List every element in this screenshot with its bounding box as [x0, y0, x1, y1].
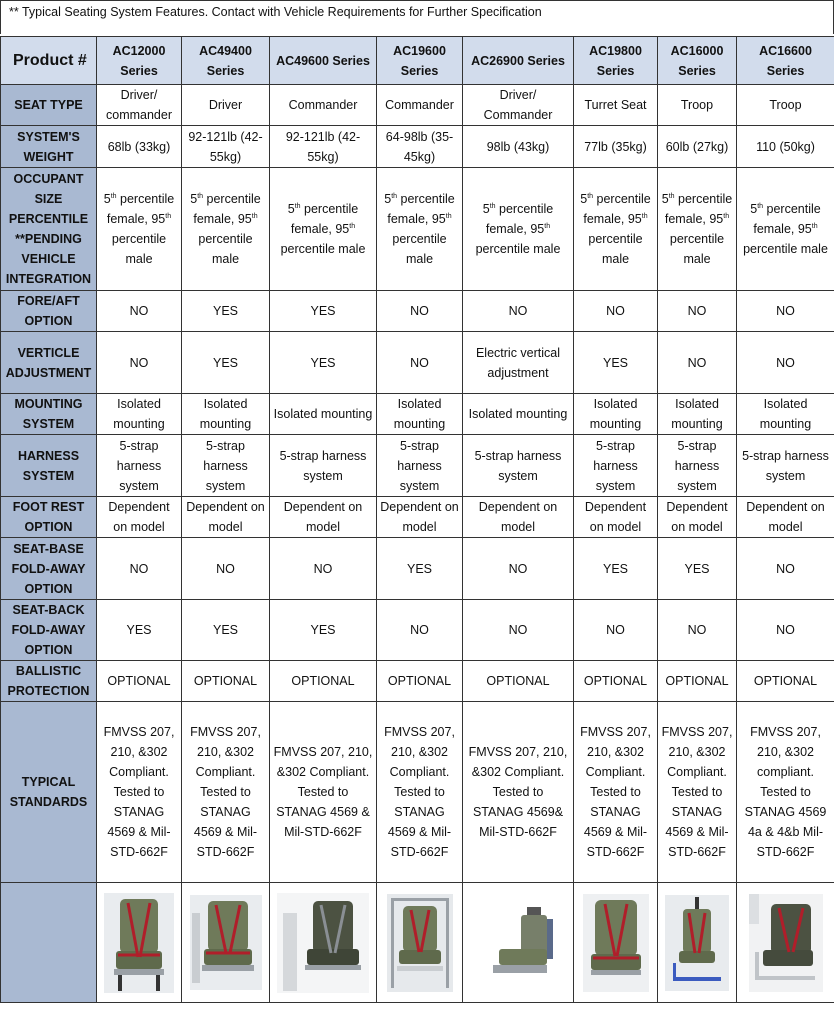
- table-cell: Troop: [737, 85, 834, 126]
- table-cell: NO: [377, 291, 463, 332]
- table-cell: NO: [270, 538, 377, 600]
- row-seat-base-fold: [1, 538, 834, 600]
- table-cell: Electric vertical adjustment: [463, 332, 574, 394]
- table-cell: YES: [182, 600, 270, 661]
- column-header: AC26900 Series: [463, 37, 574, 85]
- seat-photo: [104, 893, 174, 993]
- table-cell: FMVSS 207, 210, &302 Compliant. Tested to STANAG 4569 & Mil-STD-662F: [377, 702, 463, 883]
- row-label: MOUNTING SYSTEM: [1, 394, 97, 435]
- table-cell: NO: [463, 538, 574, 600]
- row-photos: [1, 883, 834, 1003]
- row-label: SYSTEM'S WEIGHT: [1, 126, 97, 168]
- seat-photo-cell: [574, 883, 658, 1003]
- seat-photo-cell: [737, 883, 834, 1003]
- seat-photo: [749, 894, 823, 992]
- occupant-cell: 5th percentile female, 95th percentile male: [737, 168, 834, 291]
- table-cell: 92-121lb (42-55kg): [270, 126, 377, 168]
- seat-photo-cell: [97, 883, 182, 1003]
- row-foot-rest: [1, 497, 834, 538]
- table-cell: 68lb (33kg): [97, 126, 182, 168]
- seat-photo-cell: [270, 883, 377, 1003]
- table-cell: OPTIONAL: [737, 661, 834, 702]
- seat-photo-cell: [182, 883, 270, 1003]
- table-cell: OPTIONAL: [463, 661, 574, 702]
- row-label: FOOT REST OPTION: [1, 497, 97, 538]
- table-cell: Dependent on model: [658, 497, 737, 538]
- row-ballistic: [1, 661, 834, 702]
- seat-photo: [387, 894, 453, 992]
- row-occupant-size: [1, 168, 834, 291]
- column-header: AC49600 Series: [270, 37, 377, 85]
- column-header: AC16600 Series: [737, 37, 834, 85]
- occupant-cell: 5th percentile female, 95th percentile male: [182, 168, 270, 291]
- table-cell: OPTIONAL: [658, 661, 737, 702]
- table-cell: Isolated mounting: [182, 394, 270, 435]
- column-header: AC19800 Series: [574, 37, 658, 85]
- seat-photo-cell: [377, 883, 463, 1003]
- table-cell: YES: [270, 332, 377, 394]
- table-cell: NO: [97, 538, 182, 600]
- row-label: VERTICLE ADJUSTMENT: [1, 332, 97, 394]
- table-cell: Dependent on model: [97, 497, 182, 538]
- column-header: AC49400 Series: [182, 37, 270, 85]
- table-cell: 5-strap harness system: [270, 435, 377, 497]
- table-cell: Driver/ Commander: [463, 85, 574, 126]
- table-cell: NO: [737, 291, 834, 332]
- row-seat-type: [1, 85, 834, 126]
- table-cell: OPTIONAL: [97, 661, 182, 702]
- row-label: BALLISTIC PROTECTION: [1, 661, 97, 702]
- row-fore-aft: [1, 291, 834, 332]
- table-cell: NO: [377, 332, 463, 394]
- table-cell: OPTIONAL: [377, 661, 463, 702]
- table-cell: NO: [574, 600, 658, 661]
- seat-photo: [277, 893, 369, 993]
- column-header: AC12000 Series: [97, 37, 182, 85]
- occupant-cell: 5th percentile female, 95th percentile male: [97, 168, 182, 291]
- table-cell: NO: [658, 600, 737, 661]
- row-label-empty: [1, 883, 97, 1003]
- table-cell: NO: [97, 332, 182, 394]
- table-cell: OPTIONAL: [574, 661, 658, 702]
- table-cell: NO: [463, 291, 574, 332]
- table-cell: YES: [270, 291, 377, 332]
- table-cell: YES: [377, 538, 463, 600]
- table-cell: NO: [737, 538, 834, 600]
- seat-photo: [665, 895, 729, 991]
- row-label: HARNESS SYSTEM: [1, 435, 97, 497]
- table-cell: FMVSS 207, 210, &302 Compliant. Tested to STANAG 4569 & Mil-STD-662F: [270, 702, 377, 883]
- table-cell: 77lb (35kg): [574, 126, 658, 168]
- row-standards: [1, 702, 834, 883]
- table-cell: FMVSS 207, 210, &302 Compliant. Tested to STANAG 4569& Mil-STD-662F: [463, 702, 574, 883]
- table-cell: 5-strap harness system: [463, 435, 574, 497]
- occupant-cell: 5th percentile female, 95th percentile male: [377, 168, 463, 291]
- table-cell: OPTIONAL: [270, 661, 377, 702]
- row-mounting: [1, 394, 834, 435]
- table-cell: Isolated mounting: [463, 394, 574, 435]
- table-cell: YES: [97, 600, 182, 661]
- table-cell: Isolated mounting: [377, 394, 463, 435]
- table-cell: NO: [463, 600, 574, 661]
- table-cell: NO: [377, 600, 463, 661]
- table-cell: NO: [182, 538, 270, 600]
- table-cell: Dependent on model: [377, 497, 463, 538]
- table-cell: NO: [737, 600, 834, 661]
- table-cell: FMVSS 207, 210, &302 compliant. Tested to STANAG 4569 4a & 4&b Mil-STD-662F: [737, 702, 834, 883]
- row-seat-back-fold: [1, 600, 834, 661]
- table-cell: Isolated mounting: [97, 394, 182, 435]
- table-cell: NO: [97, 291, 182, 332]
- table-cell: YES: [574, 332, 658, 394]
- table-cell: FMVSS 207, 210, &302 Compliant. Tested to STANAG 4569 & Mil-STD-662F: [658, 702, 737, 883]
- table-cell: YES: [270, 600, 377, 661]
- occupant-cell: 5th percentile female, 95th percentile male: [658, 168, 737, 291]
- seat-photo-cell: [658, 883, 737, 1003]
- row-vertical-adjustment: [1, 332, 834, 394]
- table-cell: 5-strap harness system: [377, 435, 463, 497]
- table-cell: FMVSS 207, 210, &302 Compliant. Tested to STANAG 4569 & Mil-STD-662F: [574, 702, 658, 883]
- table-cell: NO: [658, 332, 737, 394]
- product-header: Product #: [1, 37, 97, 85]
- table-cell: Isolated mounting: [574, 394, 658, 435]
- table-cell: Isolated mounting: [737, 394, 834, 435]
- table-cell: OPTIONAL: [182, 661, 270, 702]
- table-cell: 5-strap harness system: [574, 435, 658, 497]
- table-cell: Dependent on model: [270, 497, 377, 538]
- table-cell: FMVSS 207, 210, &302 Compliant. Tested to STANAG 4569 & Mil-STD-662F: [182, 702, 270, 883]
- header-row: [1, 37, 834, 85]
- table-cell: 110 (50kg): [737, 126, 834, 168]
- table-cell: 64-98lb (35-45kg): [377, 126, 463, 168]
- table-cell: 5-strap harness system: [182, 435, 270, 497]
- row-label: SEAT-BASE FOLD-AWAY OPTION: [1, 538, 97, 600]
- table-cell: Dependent on model: [737, 497, 834, 538]
- row-label: SEAT-BACK FOLD-AWAY OPTION: [1, 600, 97, 661]
- table-cell: Dependent on model: [574, 497, 658, 538]
- table-cell: 98lb (43kg): [463, 126, 574, 168]
- table-cell: NO: [574, 291, 658, 332]
- table-cell: Isolated mounting: [658, 394, 737, 435]
- table-cell: YES: [574, 538, 658, 600]
- table-cell: NO: [658, 291, 737, 332]
- table-cell: 60lb (27kg): [658, 126, 737, 168]
- table-cell: Turret Seat: [574, 85, 658, 126]
- table-cell: Driver/ commander: [97, 85, 182, 126]
- seat-photo: [473, 899, 563, 987]
- table-cell: 5-strap harness system: [97, 435, 182, 497]
- seat-photo-cell: [463, 883, 574, 1003]
- occupant-cell: 5th percentile female, 95th percentile male: [574, 168, 658, 291]
- table-cell: Dependent on model: [182, 497, 270, 538]
- table-cell: Isolated mounting: [270, 394, 377, 435]
- row-harness: [1, 435, 834, 497]
- occupant-cell: 5th percentile female, 95th percentile male: [270, 168, 377, 291]
- spec-table: [0, 36, 834, 1003]
- table-cell: Commander: [270, 85, 377, 126]
- column-header: AC16000 Series: [658, 37, 737, 85]
- seat-photo: [583, 894, 649, 992]
- row-weight: [1, 126, 834, 168]
- table-cell: YES: [182, 291, 270, 332]
- table-cell: 5-strap harness system: [658, 435, 737, 497]
- row-label: SEAT TYPE: [1, 85, 97, 126]
- seat-photo: [190, 895, 262, 990]
- table-cell: YES: [182, 332, 270, 394]
- occupant-cell: 5th percentile female, 95th percentile male: [463, 168, 574, 291]
- table-cell: Troop: [658, 85, 737, 126]
- table-cell: YES: [658, 538, 737, 600]
- table-cell: 5-strap harness system: [737, 435, 834, 497]
- table-cell: Dependent on model: [463, 497, 574, 538]
- footnote: ** Typical Seating System Features. Contact with Vehicle Requirements for Further Specification: [0, 0, 834, 34]
- column-header: AC19600 Series: [377, 37, 463, 85]
- table-cell: NO: [737, 332, 834, 394]
- row-label: TYPICAL STANDARDS: [1, 702, 97, 883]
- table-cell: Commander: [377, 85, 463, 126]
- table-cell: 92-121lb (42-55kg): [182, 126, 270, 168]
- table-cell: FMVSS 207, 210, &302 Compliant. Tested to STANAG 4569 & Mil-STD-662F: [97, 702, 182, 883]
- row-label: FORE/AFT OPTION: [1, 291, 97, 332]
- row-label: OCCUPANT SIZE PERCENTILE **PENDING VEHICLE INTEGRATION: [1, 168, 97, 291]
- table-cell: Driver: [182, 85, 270, 126]
